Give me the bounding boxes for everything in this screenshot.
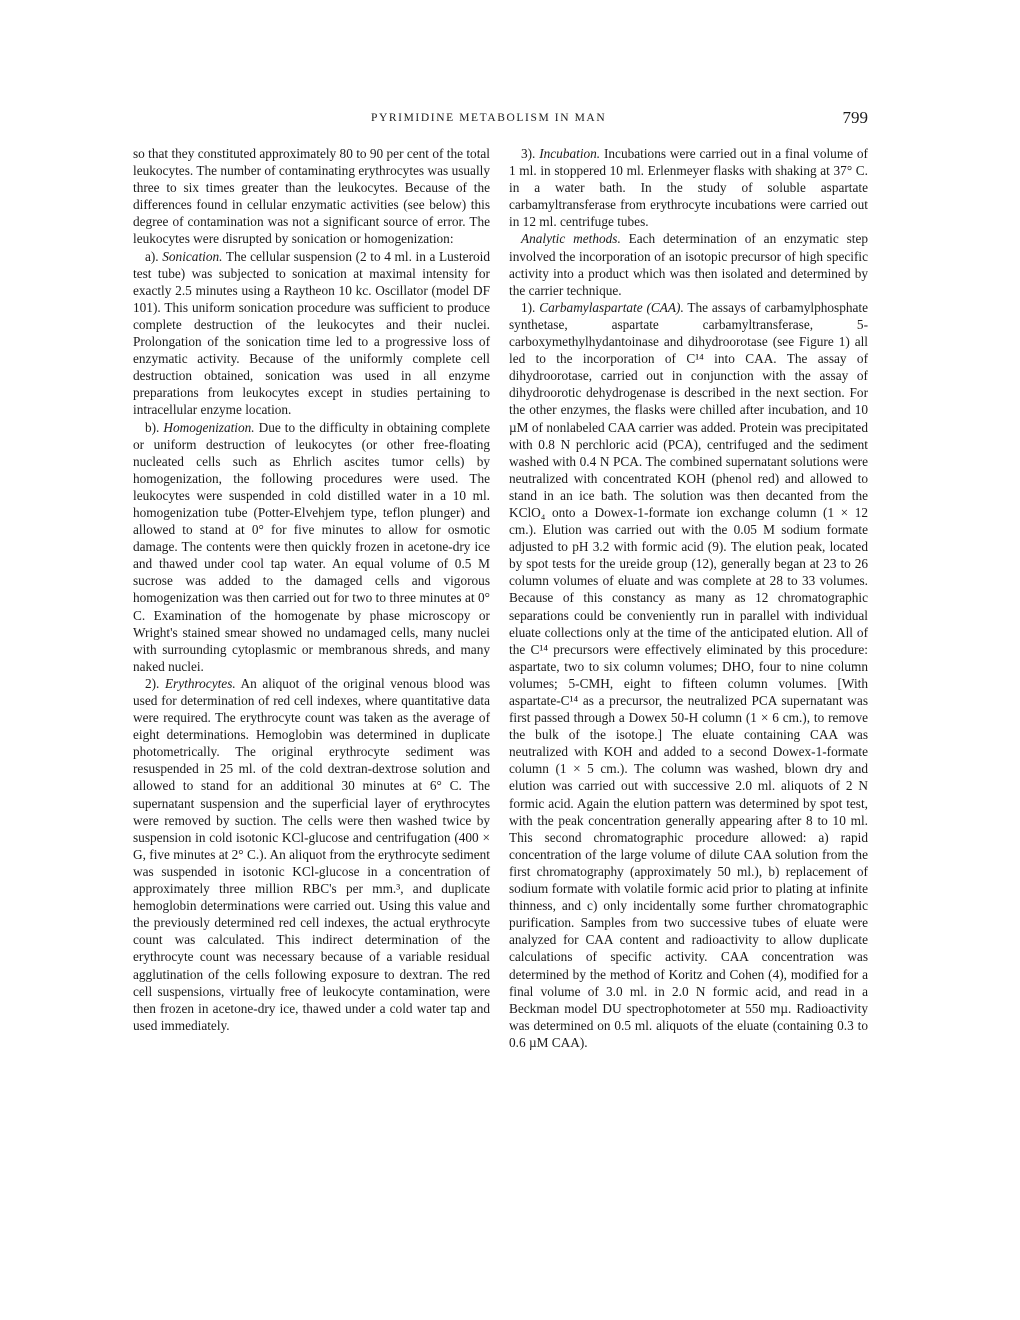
section-marker: a). [144, 248, 163, 264]
section-marker: 1). [520, 299, 540, 315]
section-lead-erythrocytes: Erythrocytes. [164, 675, 236, 691]
left-column [133, 145, 490, 1034]
paragraph-carbamylaspartate [509, 299, 868, 1051]
paragraph-continuation: so that they constituted approximately 80 to 90 per cent of the total leukocytes. The number of contaminating erythrocytes was usually three to six times greater than the leukocytes. Because of the differences found in cellular enzymatic activities (see below) this degree of contamination was not a significant source of error. The leukocytes were disrupted by sonication or homogenization: [133, 146, 490, 247]
paragraph-incubation [509, 145, 868, 230]
section-lead-analytic-methods: Analytic methods. [520, 231, 621, 247]
paragraph-body: Due to the difficulty in obtaining complete or uniform destruction of leukocytes (or other free-floating nucleated cells such as Ehrlich ascites tumor cells) by homogenization, the following procedures were used. The leukocytes were suspended in cold distilled water in a 10 ml. homogenization tube (Potter-Elvehjem type, teflon plunger) and allowed to stand at 0° for five minutes to allow for osmotic damage. The contents were then quickly frozen in acetone-dry ice and thawed under cool tap water. An equal volume of 0.5 M sucrose was added to the damaged cells and vigorous homogenization was then carried out for two to three minutes at 0° C. Examination of the homogenate by phase microscopy or Wright's stained smear showed no undamaged cells, many nuclei with surrounding cytoplasmic or membranous shreds, and many naked nuclei. [133, 419, 490, 674]
paragraph-homogenization [133, 419, 490, 675]
running-title: PYRIMIDINE METABOLISM IN MAN [371, 112, 607, 124]
paragraph-analytic-methods [509, 230, 868, 298]
section-marker: b). [144, 419, 164, 435]
section-marker: 2). [144, 675, 165, 691]
right-column [509, 145, 868, 1051]
section-lead-carbamylaspartate: Carbamylaspartate (CAA). [539, 299, 684, 315]
paragraph-erythrocytes [133, 675, 490, 1034]
paragraph-body: Each determination of an enzymatic step involved the incorporation of an isotopic precursor of high specific activity into a product which was then isolated and determined by the carrier technique. [509, 231, 868, 298]
section-marker: 3). [520, 146, 540, 161]
paragraph-sonication [133, 248, 490, 419]
paragraph-body: An aliquot of the original venous blood was used for determination of red cell indexes, where quantitative data were required. The erythrocyte count was taken as the average of eight determinations. Hemoglobin was determined in duplicate photometrically. The original erythrocyte sediment was resuspended in 25 ml. of the cold dextran-dextrose solution and allowed to stand for an additional 30 minutes at 6° C. The supernatant suspension and the superficial layer of erythrocytes were removed by suction. The cells were then washed twice by suspension in cold isotonic KCl-glucose and centrifugation (400 × G, five minutes at 2° C.). An aliquot from the erythrocyte sediment was suspended in isotonic KCl-glucose in a concentration of approximately three million RBC's per mm.³, and duplicate hemoglobin determinations were carried out. Using this value and the previously determined red cell indexes, the actual erythrocyte count was calculated. This indirect determination of the erythrocyte count was necessary because of a variable residual agglutination of the cells following exposure to dextran. The red cell suspensions, virtually free of leukocyte contamination, were then frozen in acetone-dry ice, thawed under a cold water tap and used immediately. [133, 675, 490, 1033]
page-number: 799 [842, 108, 868, 127]
section-lead-homogenization: Homogenization. [163, 419, 255, 435]
section-lead-sonication: Sonication. [162, 248, 223, 264]
paragraph-body: The cellular suspension (2 to 4 ml. in a Lusteroid test tube) was subjected to sonication at maximal intensity for exactly 2.5 minutes using a Raytheon 10 kc. Oscillator (model DF 101). This uniform sonication procedure was sufficient to produce complete destruction of the leukocytes and their nuclei. Prolongation of the sonication time led to a progressive loss of enzymatic activity. Because of the uniformly complete cell destruction obtained, sonication was used in all enzyme preparations from leukocytes except in studies pertaining to intracellular enzyme location. [133, 248, 490, 418]
paragraph-body: Incubations were carried out in a final volume of 1 ml. in stoppered 10 ml. Erlenmeyer flasks with shaking at 37° C. in a water bath. In the study of soluble aspartate carbamyltransferase from erythrocyte incubations were carried out in 12 ml. centrifuge tubes. [509, 146, 868, 230]
paragraph-body: The assays of carbamylphosphate synthetase, aspartate carbamyltransferase, 5-carboxymethylhydantoinase and dihydroorotase (see Figure 1) all led to the incorporation of C¹⁴ into CAA. The assay of dihydroorotase, carried out in conjunction with the assay of dihydroorotic dehydrogenase is described in the next section. For the other enzymes, the flasks were chilled after incubation, and 10 µM of nonlabeled CAA carrier was added. Protein was precipitated with 0.8 N perchloric acid (PCA), centrifuged and the sediment washed with 0.4 N PCA. The combined supernatant solutions were neutralized with concentrated KOH (phenol red) and allowed to stand in an ice bath. The solution was then decanted from the KClO₄ onto a Dowex-1-formate ion exchange column (1 × 12 cm.). Elution was carried out with the 0.05 M sodium formate adjusted to pH 3.2 with formic acid (9). The elution peak, located by spot tests for the ureide group (12), generally began at 23 to 26 column volumes of eluate and was complete at 28 to 33 volumes. Because of this constancy as many as 12 chromatographic separations could be conveniently run in parallel with individual eluate collections only at the time of the anticipated elution. All of the C¹⁴ precursors were effectively eliminated by this procedure: aspartate, two to six column volumes; DHO, four to nine column volumes; 5-CMH, eight to fifteen column volumes. [With aspartate-C¹⁴ as a precursor, the neutralized PCA supernatant was first passed through a Dowex 50-H column (1 × 6 cm.), to remove the bulk of the isotope.] The eluate containing CAA was neutralized with KOH and added to a second Dowex-1-formate column (1 × 5 cm.). The column was washed, blown dry and elution was carried out with successive 2.0 ml. aliquots of 2 N formic acid. Again the elution pattern was determined by spot test, with the peak concentration generally appearing after 8 to 10 ml. This second chromatographic procedure allowed: a) rapid concentration of the large volume of dilute CAA solution from the first chromatography (approximately 50 ml.), b) replacement of sodium formate with volatile formic acid prior to plating at infinite thinness, and c) only incidentally some further chromatographic purification. Samples from two successive tubes of eluate were analyzed for CAA content and radioactivity to allow duplicate calculations of specific activity. CAA concentration was determined by the method of Koritz and Cohen (4), modified for a final volume of 3.0 ml. in 2.0 N formic acid, and read in a Beckman model DU spectrophotometer at 550 mµ. Radioactivity was determined on 0.5 ml. aliquots of the eluate (containing 0.3 to 0.6 µM CAA). [509, 299, 868, 1050]
section-lead-incubation: Incubation. [539, 146, 601, 161]
running-header [133, 108, 868, 132]
